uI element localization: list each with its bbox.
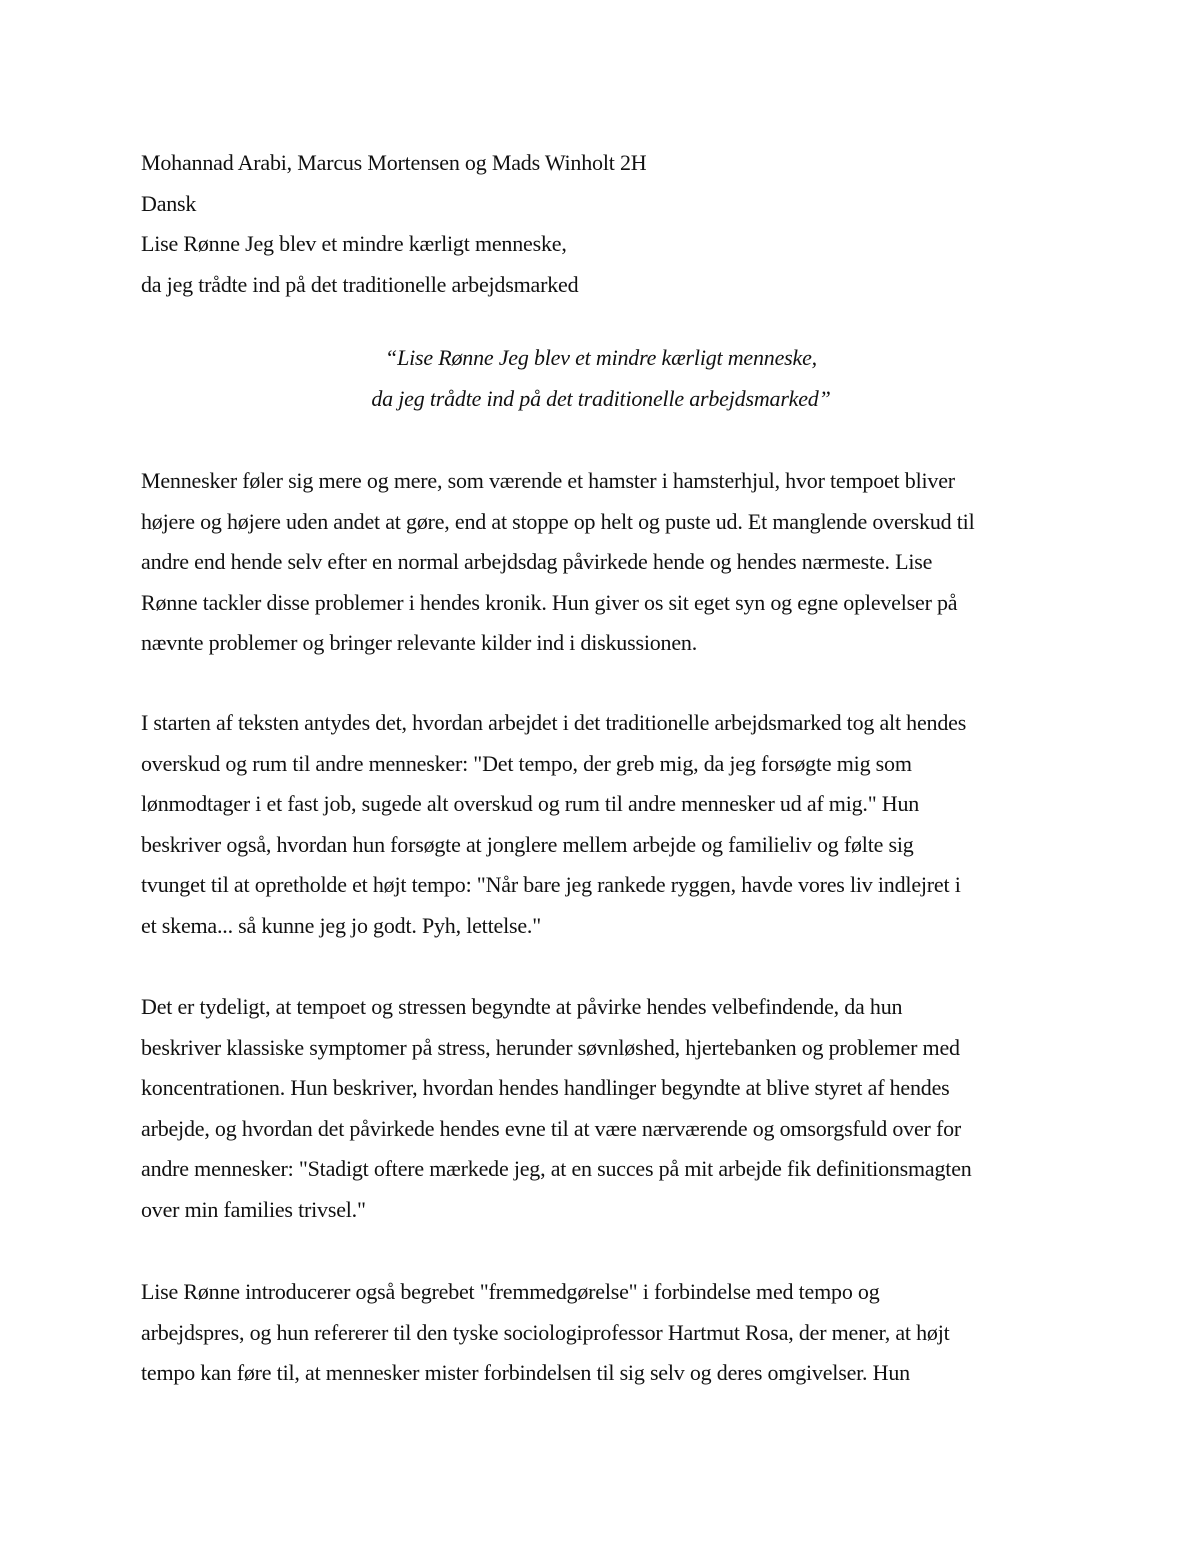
author-line: Mohannad Arabi, Marcus Mortensen og Mads Winholt 2H: [141, 150, 647, 175]
subject-line: Dansk: [141, 190, 197, 216]
text-line: et skema... så kunne jeg jo godt. Pyh, lettelse.": [141, 912, 541, 938]
quote-line: da jeg trådte ind på det traditionelle arbejdsmarked”: [371, 386, 831, 411]
text-line: tvunget til at opretholde et højt tempo: "Når bare jeg rankede ryggen, havde vores liv indlejret i: [141, 872, 961, 897]
text-line: over min families trivsel.": [141, 1196, 366, 1222]
text-line: Lise Rønne introducerer også begrebet "fremmedgørelse" i forbindelse med tempo og: [141, 1279, 880, 1304]
text-line: lønmodtager i et fast job, sugede alt overskud og rum til andre mennesker ud af mig." Hun: [141, 791, 920, 816]
title-line: da jeg trådte ind på det traditionelle arbejdsmarked: [141, 271, 579, 297]
paragraph-third: [141, 987, 1061, 1230]
document-header: [141, 143, 1061, 305]
paragraph-second: [141, 703, 1061, 946]
text-line: Det er tydeligt, at tempoet og stressen begyndte at påvirke hendes velbefindende, da hun: [141, 994, 903, 1019]
paragraph-fourth: [141, 1272, 1061, 1394]
text-line: beskriver klassiske symptomer på stress, herunder søvnløshed, hjertebanken og problemer med: [141, 1034, 960, 1060]
text-line: beskriver også, hvordan hun forsøgte at jonglere mellem arbejde og familieliv og følte sig: [141, 831, 914, 857]
paragraph-intro: [141, 461, 1061, 664]
title-quote: [141, 337, 1061, 419]
text-line: overskud og rum til andre mennesker: "Det tempo, der greb mig, da jeg forsøgte mig som: [141, 750, 912, 776]
text-line: koncentrationen. Hun beskriver, hvordan hendes handlinger begyndte at blive styret af hendes: [141, 1075, 950, 1100]
quote-line: “Lise Rønne Jeg blev et mindre kærligt menneske,: [385, 345, 817, 370]
title-line: Lise Rønne Jeg blev et mindre kærligt menneske,: [141, 231, 567, 256]
text-line: Rønne tackler disse problemer i hendes kronik. Hun giver os sit eget syn og egne oplevelser på: [141, 589, 958, 615]
text-line: arbejdspres, og hun refererer til den tyske sociologiprofessor Hartmut Rosa, der mener, at højt: [141, 1319, 950, 1345]
text-line: arbejde, og hvordan det påvirkede hendes evne til at være nærværende og omsorgsfuld over for: [141, 1115, 962, 1141]
text-line: nævnte problemer og bringer relevante kilder ind i diskussionen.: [141, 630, 698, 655]
text-line: højere og højere uden andet at gøre, end at stoppe op helt og puste ud. Et manglende overskud til: [141, 508, 975, 534]
text-line: andre mennesker: "Stadigt oftere mærkede jeg, at en succes på mit arbejde fik definitionsmagten: [141, 1156, 972, 1181]
text-line: Mennesker føler sig mere og mere, som værende et hamster i hamsterhjul, hvor tempoet bliver: [141, 468, 955, 493]
text-line: andre end hende selv efter en normal arbejdsdag påvirkede hende og hendes nærmeste. Lise: [141, 549, 933, 574]
text-line: I starten af teksten antydes det, hvordan arbejdet i det traditionelle arbejdsmarked tog alt hendes: [141, 710, 967, 735]
text-line: tempo kan føre til, at mennesker mister forbindelsen til sig selv og deres omgivelser. Hun: [141, 1360, 910, 1385]
